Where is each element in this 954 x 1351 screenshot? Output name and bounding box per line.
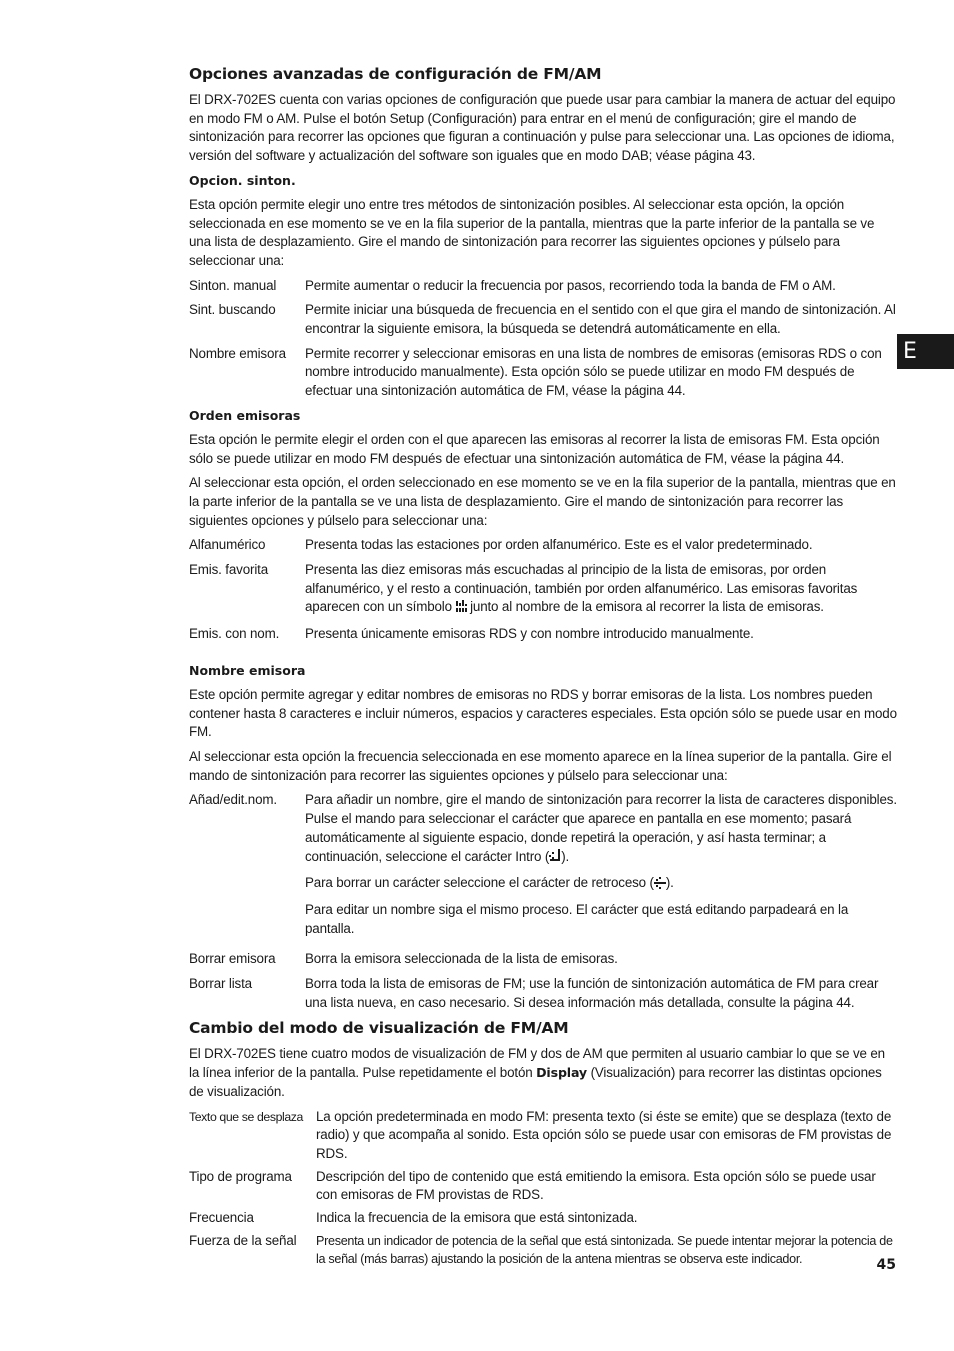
definition-term: Frecuencia (189, 1210, 254, 1226)
definition-row (189, 345, 897, 401)
definition-row (189, 1168, 897, 1205)
display-intro-text-end: (Visualización) para recorrer las distintas opciones de visualización. (189, 1065, 882, 1099)
definition-term: Sinton. manual (189, 277, 277, 293)
definition-row (189, 561, 897, 619)
station-order-text-2: Al seleccionar esta opción, el orden seleccionado en ese momento se ve en la fila superior de la pantalla, mientras que en la parte inferior de la pantalla se ve una lista de desplazamiento. Gire el mando de sintonización para recorrer las siguientes opciones y púlselo para seleccionar una: (189, 475, 896, 528)
definition-text: Presenta un indicador de potencia de la señal que está sintonizada. Se puede intentar mejorar la potencia de la señal (más barras) ajustando la posición de la antena mientras se observa este indicador. (316, 1233, 893, 1267)
definition-term: Emis. con nom. (189, 626, 280, 642)
subsection-title-station-order: Orden emisoras (189, 407, 301, 423)
definition-row (189, 625, 897, 644)
display-mode-intro (189, 1045, 897, 1101)
definition-text: Presenta todas las estaciones por orden alfanumérico. Este es el valor predeterminado. (305, 537, 813, 553)
definition-text: Borra toda la lista de emisoras de FM; use la función de sintonización automática de FM para crear una lista nueva, en caso necesario. Si desea información más detallada, consulte la página 44. (305, 976, 879, 1010)
favourite-text-end: junto al nombre de la emisora al recorrer la lista de emisoras. (466, 599, 824, 615)
definition-term: Emis. favorita (189, 562, 269, 578)
definition-row (189, 791, 897, 944)
station-name-text-2: Al seleccionar esta opción la frecuencia seleccionada en ese momento aparece en la línea superior de la pantalla. Gire el mando de sintonización para recorrer las siguientes opciones y púlselo para seleccionar una: (189, 748, 892, 783)
definition-row (189, 975, 897, 1012)
definition-text: Indica la frecuencia de la emisora que está sintonizada. (316, 1210, 638, 1226)
page-number: 45 (876, 1257, 896, 1273)
definition-row (189, 1232, 897, 1269)
definition-term: Tipo de programa (189, 1168, 292, 1184)
definition-row (189, 536, 897, 555)
definition-row (189, 950, 897, 969)
subsection-title-station-name: Nombre emisora (189, 662, 306, 678)
display-intro-text: El DRX-702ES tiene cuatro modos de visualización de FM y dos de AM que permiten al usuario cambiar lo que se ve en la línea inferior de la pantalla. Pulse repetidamente el botón (189, 1046, 885, 1081)
manual-page (189, 64, 897, 1273)
definition-term: Alfanumérico (189, 537, 266, 553)
definition-text: Presenta únicamente emisoras RDS y con nombre introducido manualmente. (305, 626, 754, 642)
tuning-option-text: Esta opción permite elegir uno entre tres métodos de sintonización posibles. Al seleccionar esta opción, la opción seleccionada en ese momento se ve en la fila superior de la pantalla, mientras que la parte inferior de la pantalla se ve una lista de desplazamiento. Gire el mando de sintonización para recorrer las siguientes opciones y púlselo para seleccionar una: (189, 196, 875, 268)
definition-text (305, 561, 897, 619)
definition-row (189, 301, 897, 338)
section-intro: El DRX-702ES cuenta con varias opciones de configuración que puede usar para cambiar la manera de actuar del equipo en modo FM o AM. Pulse el botón Setup (Configuración) para entrar en el menú de configuración; gire el mando de sintonización para recorrer las opciones que figuran a continuación y pulse para seleccionar una. Las opciones de idioma, versión del software y actualización del software son iguales que en modo DAB; véase página 43. (189, 92, 896, 164)
station-order-text-1: Esta opción le permite elegir el orden con el que aparecen las emisoras al recorrer la lista de emisoras FM. Esta opción sólo se puede utilizar en modo FM después de efectuar una sintonización automática de FM, véase la página 44. (189, 431, 880, 466)
subsection-title-tuning-option: Opcion. sinton. (189, 172, 296, 188)
definition-row (189, 1209, 897, 1228)
add-name-text-end: ). (561, 848, 570, 864)
definition-row (189, 277, 897, 296)
favourite-symbol-icon (456, 600, 467, 619)
language-tab: E (897, 334, 954, 369)
edit-name-instructions: Para editar un nombre siga el mismo proceso. El carácter que está editando parpadeará en la pantalla. (305, 901, 849, 936)
definition-text: Permite iniciar una búsqueda de frecuencia en el sentido con el que gira el mando de sintonización. Al encontrar la siguiente emisora, la búsqueda se detendrá automáticamente en ella. (305, 302, 896, 337)
definition-text: Permite aumentar o reducir la frecuencia por pasos, recorriendo toda la banda de FM o AM. (305, 277, 836, 293)
definition-term: Sint. buscando (189, 302, 276, 318)
add-name-text: Para añadir un nombre, gire el mando de sintonización para recorrer la lista de caracteres disponibles. Pulse el mando para seleccionar el carácter que aparece en pantalla en ese momento; pasará automáticamente al siguiente espacio, donde repetirá la operación, y así hasta terminar; a continuación, seleccione el carácter Intro ( (305, 792, 897, 864)
section-title-display-mode: Cambio del modo de visualización de FM/AM (189, 1019, 569, 1038)
delete-char-text: Para borrar un carácter seleccione el carácter de retroceso ( (305, 875, 654, 891)
delete-char-text-end: ). (665, 875, 674, 891)
definition-text: Borra la emisora seleccionada de la lista de emisoras. (305, 951, 618, 967)
definition-term: Añad/edit.nom. (189, 792, 277, 808)
definition-text (305, 791, 897, 944)
definition-text: La opción predeterminada en modo FM: presenta texto (si éste se emite) que se desplaza (texto de radio) y que acompaña al sonido. Esta opción sólo se puede usar con emisoras de FM provistas de RDS. (316, 1108, 892, 1161)
definition-row (189, 1108, 897, 1164)
definition-term: Borrar lista (189, 976, 252, 992)
favourite-text-start: Presenta las diez emisoras más escuchadas al principio de la lista de emisoras, por orden alfanumérico, y el resto a continuación, también por orden alfanumérico. Las emisoras favoritas aparecen con un símbolo (305, 562, 858, 615)
definition-term: Texto que se desplaza (189, 1109, 303, 1124)
definition-term: Nombre emisora (189, 345, 286, 361)
definition-text: Descripción del tipo de contenido que está emitiendo la emisora. Esta opción sólo se puede usar con emisoras de FM provistas de RDS. (316, 1168, 876, 1203)
definition-term: Borrar emisora (189, 951, 276, 967)
definition-text: Permite recorrer y seleccionar emisoras en una lista de nombres de emisoras (emisoras RDS o con nombre introducido manualmente). Esta opción sólo se puede utilizar en modo FM después de efectuar una sintonización automática de FM, véase la página 44. (305, 345, 882, 399)
backspace-character-icon (654, 876, 666, 895)
add-name-instructions (305, 791, 897, 868)
delete-char-instructions (305, 874, 897, 895)
station-name-text-1: Este opción permite agregar y editar nombres de emisoras no RDS y borrar emisoras de la lista. Los nombres pueden contener hasta 8 caracteres e incluir números, espacios y caracteres especiales. Esta opción sólo se puede usar en modo FM. (189, 686, 897, 740)
display-button-name: Display (536, 1065, 587, 1081)
section-title-fm-am-options: Opciones avanzadas de configuración de FM/AM (189, 65, 602, 83)
definition-term: Fuerza de la señal (189, 1232, 297, 1248)
enter-character-icon (549, 849, 561, 869)
